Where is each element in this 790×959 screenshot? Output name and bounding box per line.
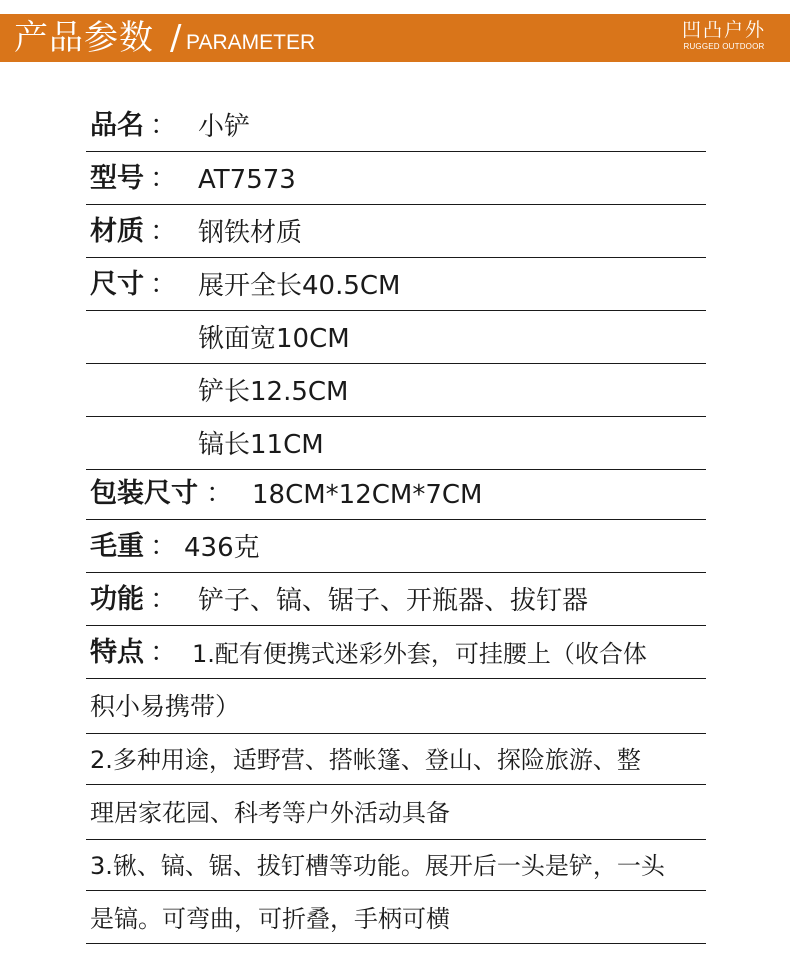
feature-row-2 <box>86 680 706 732</box>
param-colon: ： <box>150 216 177 247</box>
row-divider <box>86 678 706 679</box>
row-divider <box>86 890 706 891</box>
brand-logo <box>682 18 766 52</box>
param-row-size <box>86 259 706 311</box>
param-row-size-2 <box>86 312 706 364</box>
param-value: 钢铁材质 <box>198 218 303 248</box>
param-value: AT7573 <box>198 165 296 195</box>
brand-tagline: RUGGED OUTDOOR <box>683 42 765 51</box>
row-divider <box>86 416 706 417</box>
param-row-size-3 <box>86 365 706 417</box>
param-colon: ： <box>150 531 177 562</box>
row-divider <box>86 204 706 205</box>
header-bar <box>0 14 790 62</box>
feature-row-3 <box>86 733 706 785</box>
param-label: 品名 <box>90 110 144 141</box>
param-colon: ： <box>206 478 233 509</box>
param-value: 436克 <box>184 533 260 563</box>
param-colon: ： <box>150 269 177 300</box>
param-value: 18CM*12CM*7CM <box>252 480 483 510</box>
feature-row-4 <box>86 786 706 838</box>
feature-line: 积小易携带） <box>90 692 241 721</box>
page-title: 产品参数 <box>14 18 154 58</box>
param-label: 功能 <box>90 584 144 615</box>
row-divider <box>86 519 706 520</box>
param-colon: ： <box>150 110 177 141</box>
feature-row-6 <box>86 892 706 944</box>
feature-line: 理居家花园、科考等户外活动具备 <box>90 799 450 827</box>
param-row-material <box>86 206 706 258</box>
param-value: 锹面宽10CM <box>198 324 350 354</box>
param-value: 镐长11CM <box>198 430 324 460</box>
feature-row-5 <box>86 839 706 891</box>
param-colon: ： <box>150 637 177 668</box>
param-label: 毛重 <box>90 531 144 562</box>
row-divider <box>86 151 706 152</box>
param-value: 铲长12.5CM <box>198 377 349 407</box>
brand-name: 凹凸户外 <box>681 19 766 41</box>
param-value: 铲子、镐、锯子、开瓶器、拔钉器 <box>198 586 589 616</box>
param-row-package <box>86 468 706 520</box>
row-divider <box>86 572 706 573</box>
row-divider <box>86 257 706 258</box>
row-divider <box>86 733 706 734</box>
param-label: 特点 <box>90 637 144 668</box>
row-divider <box>86 310 706 311</box>
title-separator: / <box>170 18 182 58</box>
row-divider <box>86 625 706 626</box>
feature-line: 3.锹、镐、锯、拔钉槽等功能。展开后一头是铲，一头 <box>90 852 665 880</box>
param-label: 材质 <box>90 216 144 247</box>
param-row-name <box>86 100 706 152</box>
feature-line: 是镐。可弯曲，可折叠，手柄可横 <box>90 905 450 933</box>
row-divider <box>86 943 706 944</box>
param-row-model <box>86 153 706 205</box>
param-value: 小铲 <box>198 112 251 142</box>
param-value: 展开全长40.5CM <box>198 271 401 301</box>
feature-line: 2.多种用途，适野营、搭帐篷、登山、探险旅游、整 <box>90 746 641 774</box>
param-label: 尺寸 <box>90 269 144 300</box>
param-colon: ： <box>150 163 177 194</box>
param-row-weight <box>86 521 706 573</box>
param-row-feature <box>86 627 706 679</box>
param-label: 型号 <box>90 163 144 194</box>
row-divider <box>86 839 706 840</box>
param-colon: ： <box>150 584 177 615</box>
row-divider <box>86 363 706 364</box>
page-subtitle: PARAMETER <box>186 31 316 54</box>
row-divider <box>86 784 706 785</box>
param-row-function <box>86 574 706 626</box>
param-row-size-4 <box>86 418 706 470</box>
param-label: 包装尺寸 <box>90 478 198 509</box>
feature-line: 1.配有便携式迷彩外套，可挂腰上（收合体 <box>192 640 647 668</box>
